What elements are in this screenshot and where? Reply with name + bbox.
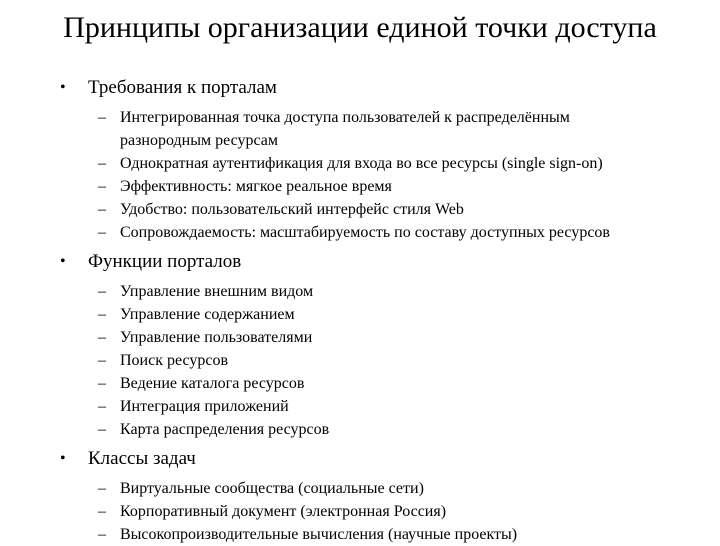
slide-title: Принципы организации единой точки доступа [63, 11, 657, 44]
list-item-text: Эффективность: мягкое реальное время [120, 178, 392, 195]
section-portal-functions [60, 250, 710, 441]
dash-icon: – [98, 375, 106, 392]
list-item-text: Ведение каталога ресурсов [120, 375, 305, 392]
list-item [60, 221, 710, 244]
dash-icon: – [98, 480, 106, 497]
requirements-list [60, 106, 710, 244]
list-item [60, 303, 710, 326]
bullet-icon: • [60, 79, 66, 96]
list-item [60, 372, 710, 395]
section-heading-text: Функции порталов [88, 251, 242, 272]
list-item-text: Однократная аутентификация для входа во все ресурсы (single sign-on) [120, 155, 603, 172]
section-heading-text: Классы задач [88, 448, 196, 469]
functions-list [60, 280, 710, 441]
list-item-text: Интеграция приложений [120, 398, 289, 415]
dash-icon: – [98, 503, 106, 520]
dash-icon: – [98, 421, 106, 438]
dash-icon: – [98, 526, 106, 543]
list-item-text: Управление содержанием [120, 306, 295, 323]
dash-icon: – [98, 283, 106, 300]
list-item [60, 500, 710, 523]
dash-icon: – [98, 329, 106, 346]
dash-icon: – [98, 306, 106, 323]
section-heading [60, 250, 710, 274]
list-item-text: Удобство: пользовательский интерфейс стиля Web [120, 201, 464, 218]
list-item [60, 418, 710, 441]
slide-content [60, 76, 710, 546]
list-item [60, 523, 710, 546]
list-item-text: Корпоративный документ (электронная Россия) [120, 503, 447, 520]
task-classes-list [60, 477, 710, 546]
list-item [60, 106, 710, 129]
bullet-icon: • [60, 450, 66, 467]
list-item-continuation [60, 129, 710, 152]
section-heading-text: Требования к порталам [88, 77, 277, 98]
section-portal-requirements [60, 76, 710, 244]
dash-icon: – [98, 398, 106, 415]
list-item [60, 326, 710, 349]
dash-icon: – [98, 178, 106, 195]
dash-icon: – [98, 155, 106, 172]
list-item [60, 395, 710, 418]
list-item-text: Управление внешним видом [120, 283, 314, 300]
dash-icon: – [98, 201, 106, 218]
dash-icon: – [98, 109, 106, 126]
list-item [60, 198, 710, 221]
list-item [60, 175, 710, 198]
list-item-text: Сопровождаемость: масштабируемость по составу доступных ресурсов [120, 224, 610, 241]
list-item-text: Виртуальные сообщества (социальные сети) [120, 480, 424, 497]
list-item [60, 152, 710, 175]
list-item-text: Высокопроизводительные вычисления (научные проекты) [120, 526, 518, 543]
list-item-text: Поиск ресурсов [120, 352, 229, 369]
dash-icon: – [98, 224, 106, 241]
list-item-text: разнородным ресурсам [120, 132, 279, 149]
section-task-classes [60, 447, 710, 546]
list-item-text: Карта распределения ресурсов [120, 421, 330, 438]
list-item-text: Управление пользователями [120, 329, 313, 346]
list-item [60, 349, 710, 372]
dash-icon: – [98, 352, 106, 369]
list-item [60, 477, 710, 500]
bullet-icon: • [60, 253, 66, 270]
section-heading [60, 447, 710, 471]
list-item-text: Интегрированная точка доступа пользователей к распределённым [120, 109, 570, 126]
section-heading [60, 76, 710, 100]
list-item [60, 280, 710, 303]
